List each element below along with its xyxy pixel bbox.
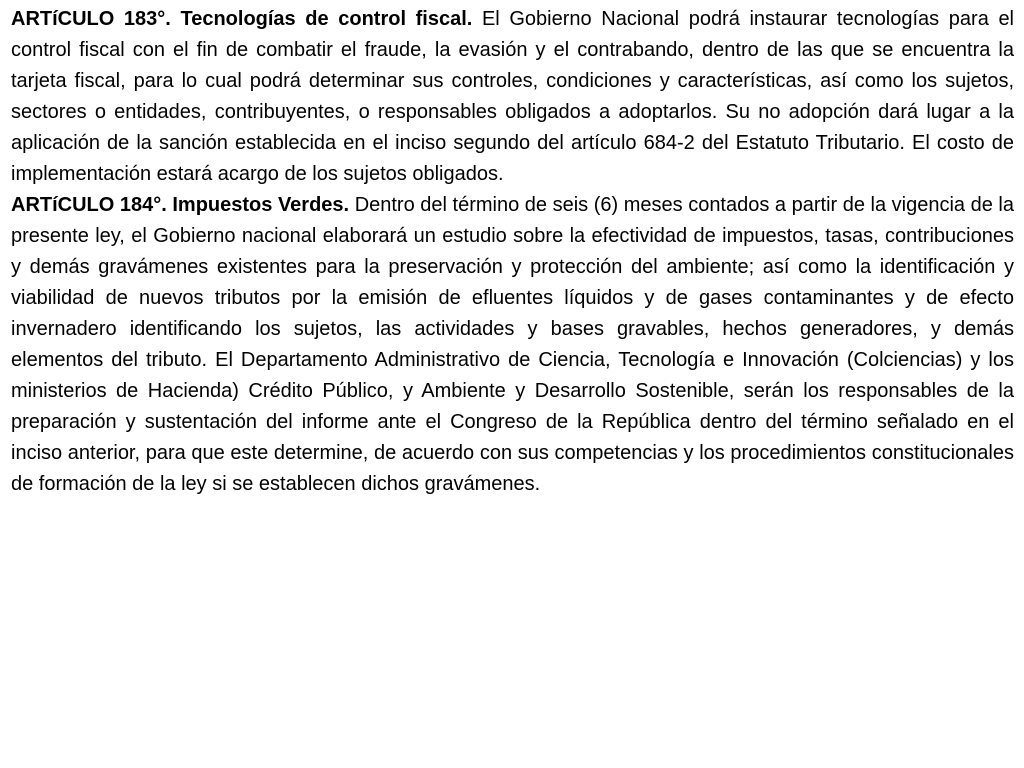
- article-184-heading: ARTíCULO 184°. Impuestos Verdes.: [11, 194, 350, 216]
- article-184: [11, 190, 1014, 500]
- article-183-body: El Gobierno Nacional podrá instaurar tecnologías para el control fiscal con el fin de combatir el fraude, la evasión y el contrabando, dentro de las que se encuentra la tarjeta fiscal, para lo cual podrá determinar sus controles, condiciones y características, así como los sujetos, sectores o entidades, contribuyentes, o responsables obligados a adoptarlos. Su no adopción dará lugar a la aplicación de la sanción establecida en el inciso segundo del artículo 684-2 del Estatuto Tributario. El costo de implementación estará acargo de los sujetos obligados.: [11, 8, 1015, 185]
- document-page: [11, 4, 1014, 500]
- article-183-heading: ARTíCULO 183°. Tecnologías de control fiscal.: [11, 8, 473, 30]
- article-183: [11, 4, 1014, 190]
- article-184-body: Dentro del término de seis (6) meses contados a partir de la vigencia de la presente ley, el Gobierno nacional elaborará un estudio sobre la efectividad de impuestos, tasas, contribuciones y demás gravámenes existentes para la preservación y protección del ambiente; así como la identificación y viabilidad de nuevos tributos por la emisión de efluentes líquidos y de gases contaminantes y de efecto invernadero identificando los sujetos, las actividades y bases gravables, hechos generadores, y demás elementos del tributo. El Departamento Administrativo de Ciencia, Tecnología e Innovación (Colciencias) y los ministerios de Hacienda) Crédito Público, y Ambiente y Desarrollo Sostenible, serán los responsables de la preparación y sustentación del informe ante el Congreso de la República dentro del término señalado en el inciso anterior, para que este determine, de acuerdo con sus competencias y los procedimientos constitucionales de formación de la ley si se establecen dichos gravámenes.: [11, 194, 1014, 495]
